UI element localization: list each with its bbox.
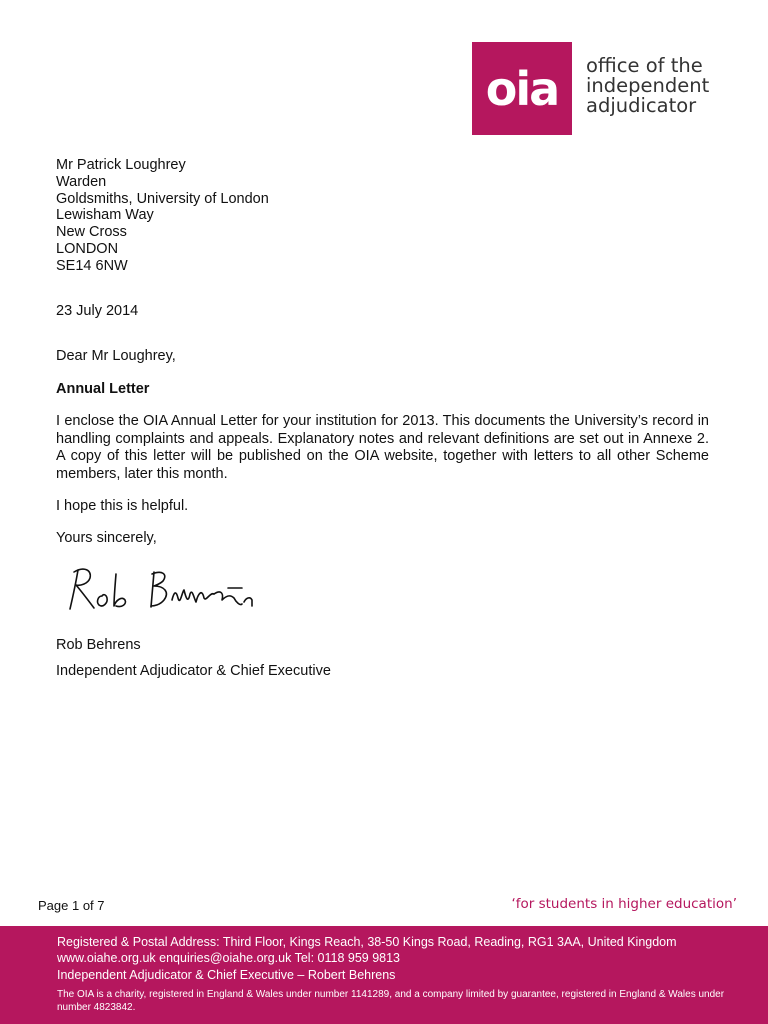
logo-line-1: office of the <box>586 54 703 77</box>
handwritten-signature <box>64 562 304 618</box>
recipient-address <box>56 157 269 275</box>
footer-address: Registered & Postal Address: Third Floor, Kings Reach, 38-50 Kings Road, Reading, RG1 3AA, United Kingdom <box>57 935 677 949</box>
oia-logo-wordmark <box>586 56 710 116</box>
recipient-title: Warden <box>56 173 107 190</box>
footer-contact-block <box>57 934 677 983</box>
footer-contact: www.oiahe.org.uk enquiries@oiahe.org.uk Tel: 0118 959 9813 <box>57 951 401 966</box>
letter-date: 23 July 2014 <box>56 303 139 319</box>
signer-title: Independent Adjudicator & Chief Executive <box>56 663 331 679</box>
footer-tagline: ‘for students in higher education’ <box>511 896 737 912</box>
recipient-institution: Goldsmiths, University of London <box>56 190 269 207</box>
page-number: Page 1 of 7 <box>38 898 105 913</box>
letter-body: I enclose the OIA Annual Letter for your institution for 2013. This documents the University’s record in handling complaints and appeals. Explanatory notes and relevant definitions are set out in Annexe 2. A copy of this letter will be published on the OIA website, together with letters to all other Scheme members, later this month. <box>56 413 709 482</box>
footer-chief-executive: Independent Adjudicator & Chief Executive – Robert Behrens <box>57 967 396 982</box>
recipient-name: Mr Patrick Loughrey <box>56 157 186 173</box>
letter-subject: Annual Letter <box>56 381 150 397</box>
logo-line-2: independent <box>586 74 710 97</box>
letter-hope-line: I hope this is helpful. <box>56 498 189 514</box>
oia-logo-mark: oia <box>472 42 572 135</box>
oia-logo <box>472 42 708 135</box>
salutation: Dear Mr Loughrey, <box>56 348 176 364</box>
footer-legal-notice: The OIA is a charity, registered in England & Wales under number 1141289, and a company limited by guarantee, registered in England & Wales under number 4823842. <box>57 989 725 1013</box>
recipient-postcode: SE14 6NW <box>56 257 128 274</box>
logo-line-3: adjudicator <box>586 94 697 117</box>
recipient-street: Lewisham Way <box>56 207 154 224</box>
signer-name: Rob Behrens <box>56 637 141 653</box>
recipient-city: LONDON <box>56 240 119 257</box>
letter-closing: Yours sincerely, <box>56 530 157 546</box>
recipient-area: New Cross <box>56 224 127 241</box>
footer-band <box>0 926 768 1024</box>
